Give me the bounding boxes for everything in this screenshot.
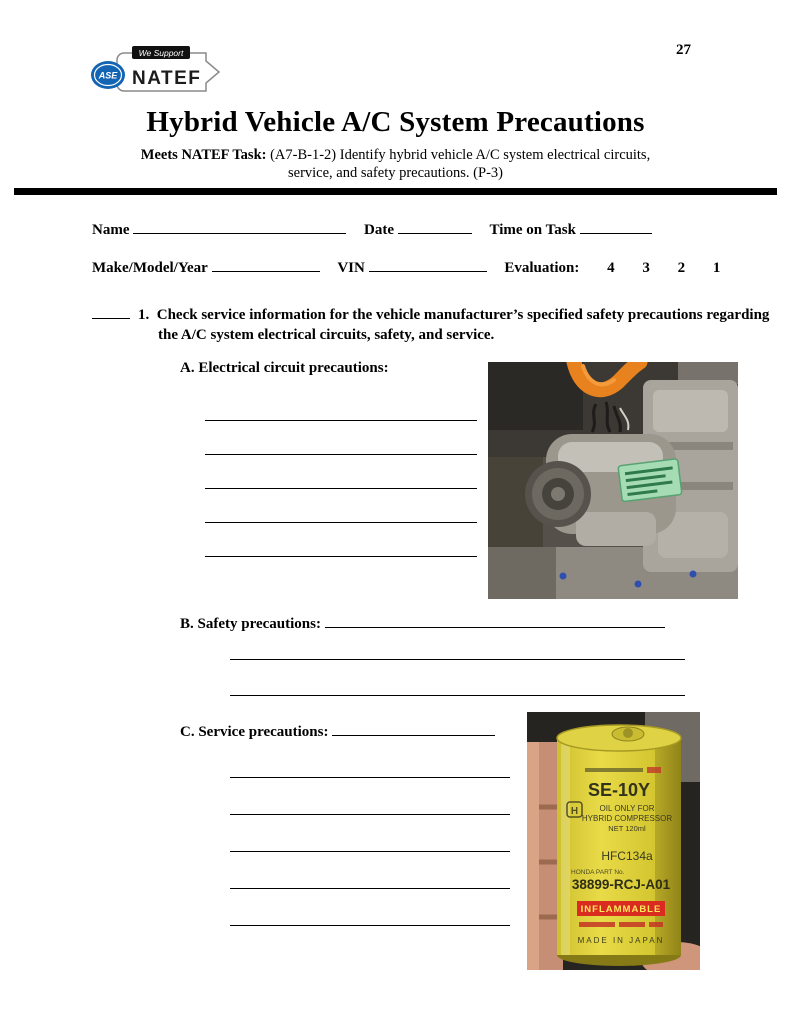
meets-natef-text: (A7-B-1-2) Identify hybrid vehicle A/C system electrical circuits, bbox=[270, 147, 651, 163]
make-model-year-blank bbox=[212, 258, 320, 272]
can-refrigerant-text: HFC134a bbox=[601, 849, 653, 863]
answer-line bbox=[230, 850, 510, 852]
evaluation-label: Evaluation: bbox=[504, 259, 580, 276]
can-part-label-text: HONDA PART No. bbox=[571, 869, 625, 876]
natef-text: NATEF bbox=[132, 68, 202, 89]
section-b bbox=[180, 614, 665, 633]
subtitle-line-1 bbox=[0, 146, 791, 164]
section-b-label: B. Safety precautions: bbox=[180, 615, 321, 632]
task-1-text: Check service information for the vehicle manufacturer’s specified safety precautions regarding the A/C system electrical circuits, safety, and service. bbox=[156, 307, 770, 343]
natef-task-subtitle bbox=[0, 146, 791, 182]
we-support-text: We Support bbox=[138, 48, 184, 58]
task-1-check-blank bbox=[92, 305, 130, 319]
meets-natef-label: Meets NATEF Task: bbox=[140, 147, 267, 163]
answer-line bbox=[230, 694, 685, 696]
section-b-inline-blank bbox=[325, 614, 665, 628]
answer-line bbox=[205, 419, 477, 421]
honda-h-text: H bbox=[570, 806, 579, 817]
compressor-photo-graphic bbox=[488, 362, 738, 599]
subtitle-line-2: service, and safety precautions. (P-3) bbox=[287, 165, 503, 181]
can-line2-text: HYBRID COMPRESSOR bbox=[581, 814, 673, 823]
answer-line bbox=[230, 776, 510, 778]
time-on-task-label: Time on Task bbox=[489, 221, 576, 238]
ase-logo-text: ASE bbox=[98, 70, 118, 81]
section-c bbox=[180, 722, 495, 741]
oil-can-photo-graphic bbox=[527, 712, 700, 970]
header-divider-rule bbox=[14, 188, 777, 195]
can-net-text: NET 120ml bbox=[608, 824, 646, 833]
time-on-task-blank bbox=[580, 220, 652, 234]
evaluation-score-2: 2 bbox=[677, 259, 686, 276]
compressor-green-label bbox=[618, 459, 682, 502]
task-1-number: 1. bbox=[138, 307, 150, 323]
date-label: Date bbox=[364, 221, 394, 238]
task-1 bbox=[92, 305, 776, 345]
form-row-identity bbox=[92, 220, 652, 239]
section-c-label: C. Service precautions: bbox=[180, 723, 329, 740]
section-c-inline-blank bbox=[332, 722, 495, 736]
can-part-number-text: 38899-RCJ-A01 bbox=[571, 877, 671, 892]
vin-blank bbox=[369, 258, 487, 272]
evaluation-score-1: 1 bbox=[712, 259, 721, 276]
can-model-text: SE-10Y bbox=[587, 780, 651, 800]
compressor-photo bbox=[488, 362, 738, 599]
name-label: Name bbox=[92, 221, 130, 238]
can-warning-text: INFLAMMABLE bbox=[580, 904, 662, 915]
form-row-vehicle bbox=[92, 258, 720, 277]
name-blank bbox=[133, 220, 346, 234]
answer-line bbox=[205, 555, 477, 557]
oil-can-photo bbox=[527, 712, 700, 970]
answer-line bbox=[230, 658, 685, 660]
answer-line bbox=[230, 813, 510, 815]
vin-label: VIN bbox=[337, 259, 365, 276]
make-model-year-label: Make/Model/Year bbox=[92, 259, 208, 276]
date-blank bbox=[398, 220, 472, 234]
can-line1-text: OIL ONLY FOR bbox=[599, 804, 655, 813]
answer-line bbox=[205, 521, 477, 523]
evaluation-score-4: 4 bbox=[607, 259, 615, 276]
answer-line bbox=[230, 924, 510, 926]
answer-line bbox=[230, 887, 510, 889]
section-a-label: A. Electrical circuit precautions: bbox=[180, 360, 389, 376]
page-number: 27 bbox=[676, 42, 691, 58]
answer-line bbox=[205, 453, 477, 455]
can-made-in-text: MADE IN JAPAN bbox=[577, 936, 665, 945]
page-title: Hybrid Vehicle A/C System Precautions bbox=[146, 106, 645, 138]
answer-line bbox=[205, 487, 477, 489]
natef-logo bbox=[88, 44, 226, 100]
natef-logo-graphic bbox=[88, 44, 226, 100]
evaluation-score-3: 3 bbox=[642, 259, 650, 276]
